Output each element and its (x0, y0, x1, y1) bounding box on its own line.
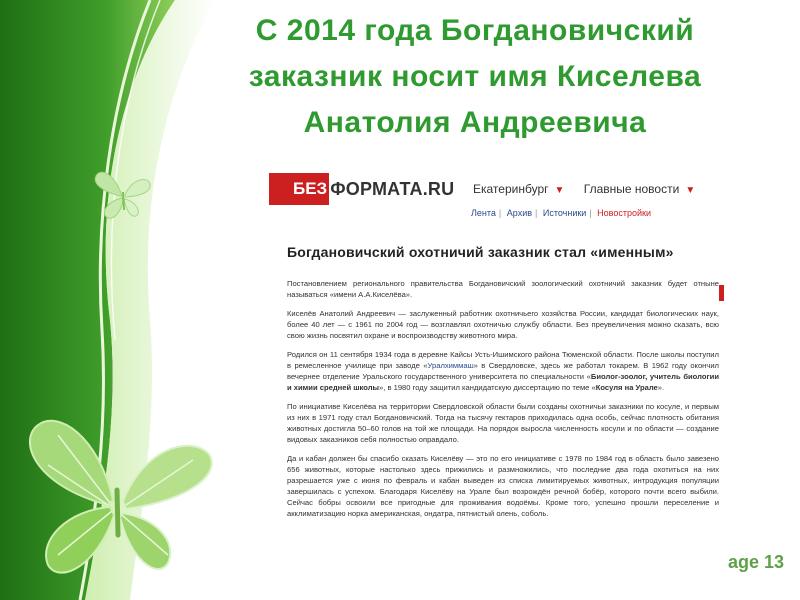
chevron-down-icon[interactable]: ▼ (554, 185, 565, 196)
logo-red-part: БЕЗ (269, 173, 329, 205)
chevron-down-icon[interactable]: ▼ (685, 185, 696, 196)
logo-text-part: ФОРМАТА.RU (330, 178, 455, 199)
site-logo[interactable] (269, 174, 454, 204)
article-screenshot (263, 168, 723, 600)
large-butterfly-icon (18, 405, 218, 585)
slide-title-line-2: заказник носит имя Киселева (248, 60, 702, 93)
article-body (287, 278, 719, 527)
uralkhimmash-link[interactable]: Уралхиммаш (427, 361, 474, 370)
subnav-sources[interactable]: Источники (542, 208, 587, 218)
paragraph-3: Родился он 11 сентября 1934 года в деревне Кайсы Усть-Ишимского района Тюменской области. После школы поступил в ремесленное училище при заводе «Уралхиммаш» в Свердловске, здесь же работал токарем. В 1962 году окончил вечернее отделение Уральского государственного университета по специальности «Биолог-зоолог, учитель биологии и химии средней школы», в 1980 году защитил кандидатскую диссертацию по теме «Косуля на Урале». (287, 350, 719, 392)
subnav-feed[interactable]: Лента (471, 208, 496, 218)
page-number-label: age 13 (728, 552, 785, 572)
article-headline: Богдановичский охотничий заказник стал «именным» (287, 244, 674, 260)
top-nav (473, 182, 711, 196)
main-news-link[interactable]: Главные новости (583, 182, 680, 196)
city-selector[interactable]: Екатеринбург (473, 182, 549, 196)
paragraph-2: Киселёв Анатолий Андреевич — заслуженный работник охотничьего хозяйства России, кандидат биологических наук, более 40 лет — с 1961 по 2004 год — возглавлял охотничью службу области. Без преувеличения можно сказать, всю свою жизнь посвятил охране и воспроизводству животного мира. (287, 309, 719, 340)
subnav-archive[interactable]: Архив (506, 208, 532, 218)
small-butterfly-icon (92, 162, 154, 224)
sub-nav: Лента | Архив | Источники | Новостройки (471, 208, 651, 218)
paragraph-5: Да и кабан должен бы спасибо сказать Киселёву — это по его инициативе с 1978 по 1984 год в область было завезено 656 животных, которые настолько здесь прижились и размножились, что последние два года охотиться на них разрешается уже с июня по февраль и кабан выведен из списка лимитируемых животных, интродукция популяции завершилась с успехом. Благодаря Киселёву на Урале был возрождён речной бобёр, которого почти всего выбили. Сейчас бобры освоили все пригодные для проживания водоёмы. Кроме того, успешно прошли переселение и акклиматизацию норка американская, ондатра, пятнистый олень, соболь. (287, 454, 719, 518)
slide-title-line-1: С 2014 года Богдановичский (255, 14, 695, 47)
slide-title-line-3: Анатолия Андреевича (303, 106, 647, 139)
subnav-new-buildings[interactable]: Новостройки (597, 208, 651, 218)
slide-title (155, 8, 795, 146)
red-side-marker (719, 285, 724, 301)
paragraph-1: Постановлением регионального правительства Богдановичский зоологический охотничий заказник будет отныне называться «имени А.А.Киселёва». (287, 279, 719, 299)
paragraph-4: По инициативе Киселёва на территории Свердловской области были созданы охотничьи заказники по косуле, и первым из них в 1971 году стал Богдановичский. Тогда на тысячу гектаров приходилась одна особь, сейчас плотность обитания животных достигла 50–60 голов на той же площади. На порядок выросла численность косули и по области — создание видовых заказников себя полностью оправдало. (287, 402, 719, 444)
